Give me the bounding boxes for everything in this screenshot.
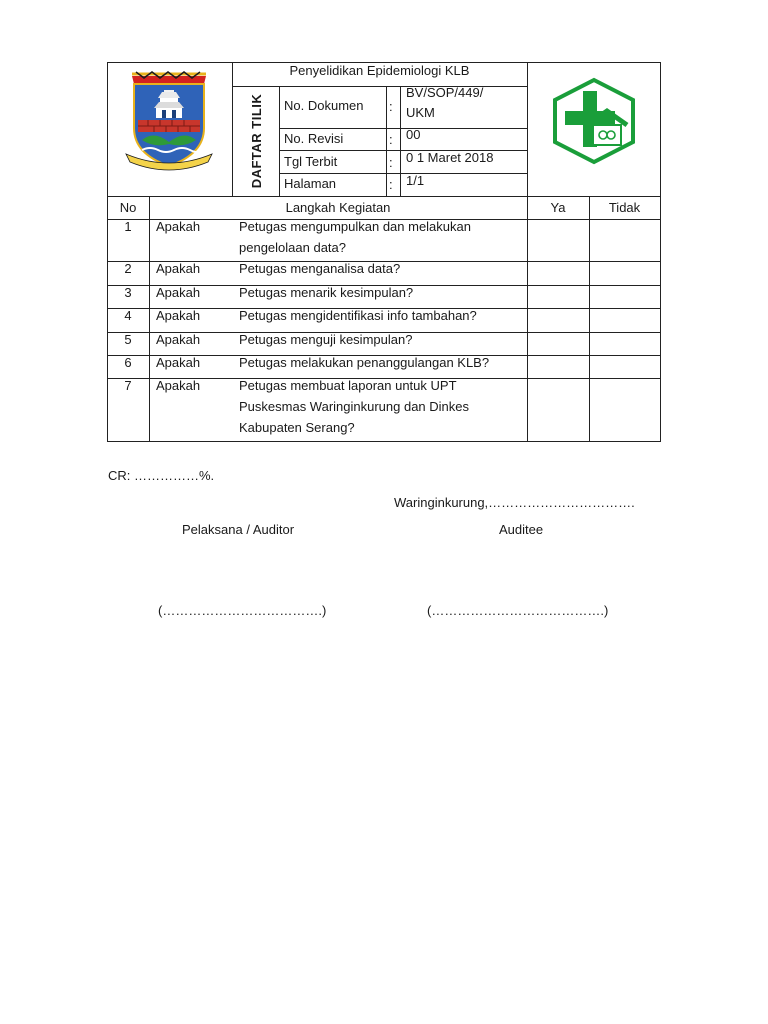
column-divider	[589, 196, 590, 442]
row-question-word: Apakah	[156, 378, 201, 393]
header-divider	[400, 86, 401, 196]
auditor-label: Pelaksana / Auditor	[182, 522, 295, 537]
field-separator: :	[389, 155, 393, 170]
row-number: 4	[124, 308, 132, 323]
row-number: 6	[124, 355, 132, 370]
row-step-text: Puskesmas Waringinkurung dan Dinkes	[239, 399, 470, 414]
field-value-document-number: BV/SOP/449/	[406, 85, 484, 100]
header-bottom-border	[107, 196, 661, 197]
row-question-word: Apakah	[156, 308, 201, 323]
row-step-text: Petugas menganalisa data?	[239, 261, 401, 276]
field-value-issue-date: 0 1 Maret 2018	[406, 150, 494, 165]
column-header-yes: Ya	[550, 200, 566, 215]
header-divider	[232, 62, 233, 196]
table-right-border	[660, 62, 661, 442]
field-label-page: Halaman	[284, 176, 337, 191]
field-separator: :	[389, 177, 393, 192]
column-divider	[527, 196, 528, 442]
field-value-page: 1/1	[406, 173, 425, 188]
puskesmas-logo-icon	[551, 77, 637, 165]
auditee-signature-line: (………………………………….)	[427, 603, 609, 618]
field-value-revision: 00	[406, 127, 421, 142]
row-number: 7	[124, 378, 132, 393]
row-step-text: Petugas membuat laporan untuk UPT	[239, 378, 457, 393]
column-divider	[149, 196, 150, 442]
field-separator: :	[389, 132, 393, 147]
place-date-line: Waringinkurung,…………………………….	[394, 495, 635, 510]
row-step-text: Petugas menarik kesimpulan?	[239, 285, 414, 300]
regency-coat-of-arms-icon	[124, 68, 214, 178]
checklist-vertical-label: DAFTAR TILIK	[249, 93, 264, 189]
field-label-revision: No. Revisi	[284, 131, 344, 146]
row-number: 1	[124, 219, 132, 234]
auditee-label: Auditee	[499, 522, 544, 537]
row-number: 3	[124, 285, 132, 300]
row-step-text: Petugas mengumpulkan dan melakukan	[239, 219, 471, 234]
header-divider	[279, 86, 280, 196]
row-step-text: Petugas melakukan penanggulangan KLB?	[239, 355, 490, 370]
row-question-word: Apakah	[156, 285, 201, 300]
column-header-no: No	[119, 200, 137, 215]
field-separator: :	[389, 99, 393, 114]
row-number: 2	[124, 261, 132, 276]
compliance-rate: CR: ……………%.	[108, 468, 215, 483]
header-divider	[386, 86, 387, 196]
row-question-word: Apakah	[156, 355, 201, 370]
header-divider	[527, 62, 528, 196]
row-question-word: Apakah	[156, 332, 201, 347]
column-header-no-answer: Tidak	[608, 200, 641, 215]
row-question-word: Apakah	[156, 219, 201, 234]
row-step-text: Kabupaten Serang?	[239, 420, 355, 435]
field-label-document-number: No. Dokumen	[284, 98, 364, 113]
row-question-word: Apakah	[156, 261, 201, 276]
field-value-document-number: UKM	[406, 105, 435, 120]
field-label-issue-date: Tgl Terbit	[284, 154, 338, 169]
row-number: 5	[124, 332, 132, 347]
auditor-signature-line: (……………………………….)	[158, 603, 327, 618]
row-step-text: Petugas mengidentifikasi info tambahan?	[239, 308, 477, 323]
column-header-step: Langkah Kegiatan	[285, 200, 391, 215]
document-title: Penyelidikan Epidemiologi KLB	[289, 63, 470, 78]
row-step-text: pengelolaan data?	[239, 240, 346, 255]
table-bottom-border	[107, 441, 661, 442]
row-step-text: Petugas menguji kesimpulan?	[239, 332, 413, 347]
